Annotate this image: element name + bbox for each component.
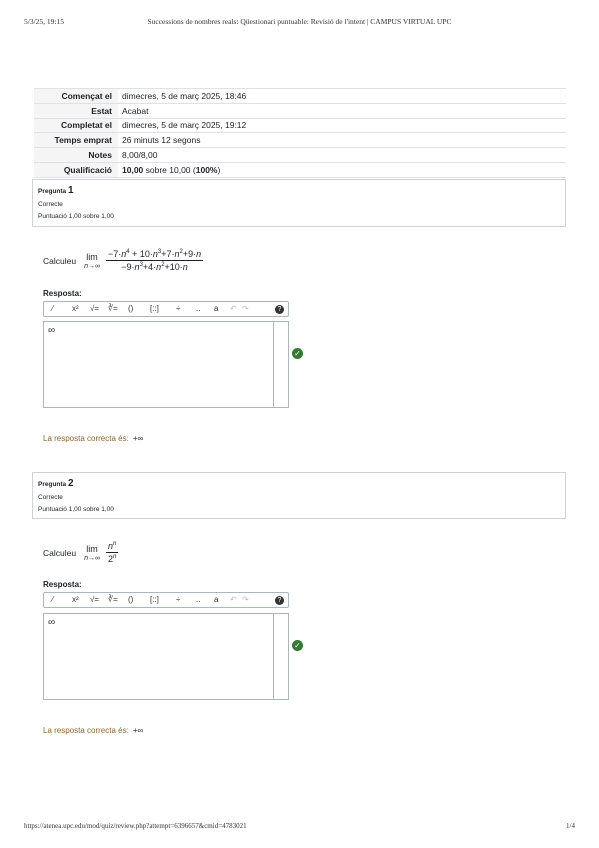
summary-row bbox=[34, 133, 566, 148]
summary-value bbox=[118, 162, 566, 177]
undo-icon[interactable]: ↶ bbox=[230, 304, 237, 313]
summary-row bbox=[34, 89, 566, 104]
grade-mid: sobre 10,00 ( bbox=[143, 164, 196, 175]
correct-answer-label: La resposta correcta és: bbox=[43, 434, 129, 443]
response-label: Resposta: bbox=[43, 289, 82, 298]
summary-row bbox=[34, 118, 566, 133]
fraction-icon[interactable]: ⁄ bbox=[52, 304, 54, 313]
question-state: Correcte bbox=[38, 494, 63, 501]
correct-answer-value: +∞ bbox=[132, 434, 144, 443]
redo-icon[interactable]: ↷ bbox=[242, 304, 249, 313]
correct-answer-value: +∞ bbox=[132, 726, 144, 735]
question-state: Correcte bbox=[38, 201, 63, 208]
sqrt-icon[interactable]: √= bbox=[90, 595, 100, 604]
text-icon[interactable]: a bbox=[214, 595, 219, 604]
correct-check-icon: ✓ bbox=[292, 640, 303, 651]
limit-operator: lim n→∞ bbox=[84, 251, 100, 270]
matrix-icon[interactable]: [::] bbox=[150, 304, 159, 313]
question-info-1 bbox=[32, 179, 566, 227]
page-number: 1/4 bbox=[566, 822, 575, 830]
limit-fraction: $\frac{n^n}{2^n}$ bbox=[107, 541, 117, 564]
question-prompt: Calculeu bbox=[43, 255, 77, 266]
math-editor-toolbar bbox=[43, 592, 289, 608]
summary-row bbox=[34, 148, 566, 163]
summary-label: Començat el bbox=[34, 89, 118, 104]
question-info-2 bbox=[32, 472, 566, 519]
summary-row bbox=[34, 162, 566, 177]
summary-label: Temps emprat bbox=[34, 133, 118, 148]
summary-value: 8,00/8,00 bbox=[122, 150, 158, 161]
answer-input-2[interactable] bbox=[43, 613, 289, 700]
print-title: Successions de nombres reals: Qüestionari puntuable: Revisió de l'intent | CAMPUS VIRTUAL UPC bbox=[147, 17, 452, 26]
question-text-1 bbox=[43, 249, 203, 272]
help-icon[interactable]: ? bbox=[275, 596, 284, 605]
help-icon[interactable]: ? bbox=[275, 305, 284, 314]
question-grade: Puntuació 1,00 sobre 1,00 bbox=[38, 213, 114, 220]
summary-label: Estat bbox=[34, 103, 118, 118]
parens-icon[interactable]: () bbox=[128, 304, 134, 313]
correct-check-icon: ✓ bbox=[292, 348, 303, 359]
divide-icon[interactable]: ÷ bbox=[176, 595, 181, 604]
matrix-icon[interactable]: [::] bbox=[150, 595, 159, 604]
editor-scrollbar[interactable] bbox=[273, 322, 288, 407]
math-editor-toolbar bbox=[43, 301, 289, 317]
correct-answer-1 bbox=[43, 434, 143, 443]
print-url: https://atenea.upc.edu/mod/quiz/review.php?attempt=6396657&cmid=4783021 bbox=[24, 822, 247, 830]
summary-value: 26 minuts 12 segons bbox=[122, 135, 201, 146]
nthroot-icon[interactable]: ∛= bbox=[108, 595, 118, 604]
correct-answer-label: La resposta correcta és: bbox=[43, 726, 129, 735]
grade-end: ) bbox=[217, 164, 221, 175]
summary-value: dimecres, 5 de març 2025, 18:46 bbox=[122, 90, 247, 101]
nthroot-icon[interactable]: ∛= bbox=[108, 304, 118, 313]
summary-label: Completat el bbox=[34, 118, 118, 133]
dots-icon[interactable]: .. bbox=[196, 304, 201, 313]
answer-value: ∞ bbox=[48, 325, 56, 336]
fraction-icon[interactable]: ⁄ bbox=[52, 595, 54, 604]
power-icon[interactable]: x² bbox=[72, 304, 79, 313]
summary-value: Acabat bbox=[122, 105, 149, 116]
question-grade: Puntuació 1,00 sobre 1,00 bbox=[38, 506, 114, 513]
limit-operator: lim n→∞ bbox=[84, 543, 100, 562]
editor-scrollbar[interactable] bbox=[273, 614, 288, 699]
question-text-2 bbox=[43, 541, 118, 564]
summary-row bbox=[34, 103, 566, 118]
question-number: Pregunta 1 bbox=[38, 185, 74, 196]
summary-value: dimecres, 5 de març 2025, 19:12 bbox=[122, 120, 247, 131]
grade-score: 10,00 bbox=[122, 164, 144, 175]
question-prompt: Calculeu bbox=[43, 547, 77, 558]
attempt-summary-table bbox=[34, 88, 566, 178]
summary-label: Notes bbox=[34, 148, 118, 163]
parens-icon[interactable]: () bbox=[128, 595, 134, 604]
power-icon[interactable]: x² bbox=[72, 595, 79, 604]
answer-input-1[interactable] bbox=[43, 321, 289, 408]
response-label: Resposta: bbox=[43, 580, 82, 589]
text-icon[interactable]: a bbox=[214, 304, 219, 313]
answer-value: ∞ bbox=[48, 617, 56, 628]
question-number: Pregunta 2 bbox=[38, 478, 74, 489]
divide-icon[interactable]: ÷ bbox=[176, 304, 181, 313]
correct-answer-2 bbox=[43, 726, 143, 735]
print-header bbox=[24, 17, 575, 29]
print-date: 5/3/25, 19:15 bbox=[24, 17, 65, 26]
redo-icon[interactable]: ↷ bbox=[242, 595, 249, 604]
summary-label: Qualificació bbox=[34, 162, 118, 177]
sqrt-icon[interactable]: √= bbox=[90, 304, 100, 313]
print-footer bbox=[24, 822, 575, 834]
undo-icon[interactable]: ↶ bbox=[230, 595, 237, 604]
limit-fraction: $\frac{-7\cdot n^4 + 10\cdot n^3+7\cdot n^2+9\cdot n}{-9\cdot n^3+4\cdot n^2+10\cdot n}$ bbox=[107, 249, 202, 272]
dots-icon[interactable]: .. bbox=[196, 595, 201, 604]
grade-percent: 100% bbox=[195, 164, 218, 175]
